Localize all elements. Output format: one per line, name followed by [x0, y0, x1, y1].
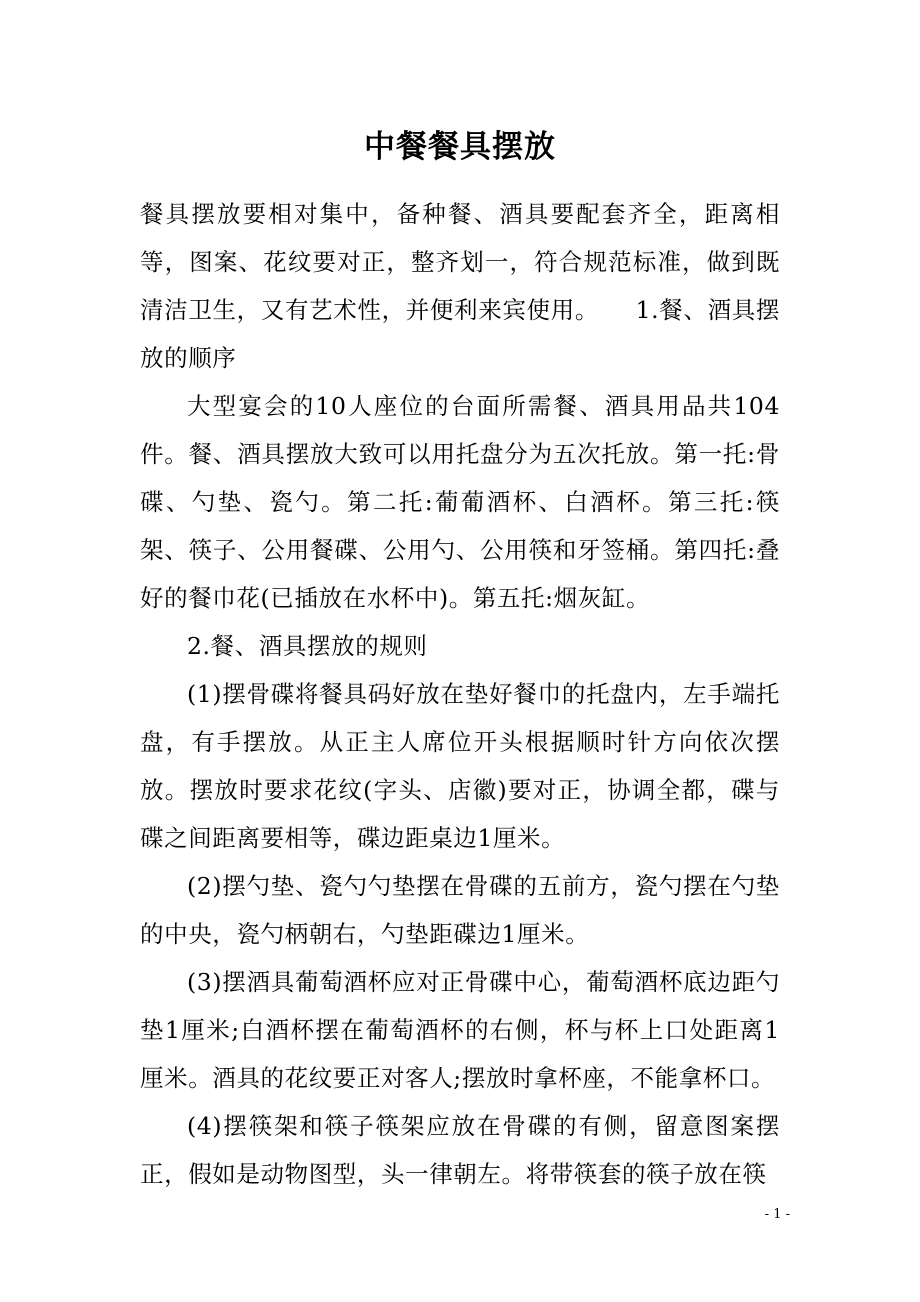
- page-number: - 1 -: [764, 1207, 790, 1222]
- paragraph-rule-3: (3)摆酒具葡萄酒杯应对正骨碟中心，葡萄酒杯底边距勺垫1厘米;白酒杯摆在葡萄酒杯的右侧，杯与杯上口处距离1厘米。酒具的花纹要正对客人;摆放时拿杯座，不能拿杯口。: [140, 968, 780, 1092]
- paragraph-rule-4: (4)摆筷架和筷子筷架应放在骨碟的有侧，留意图案摆正，假如是动物图型，头一律朝左。将带筷套的筷子放在筷: [140, 1112, 780, 1188]
- document-title: 中餐餐具摆放: [364, 129, 556, 165]
- paragraph-intro: 餐具摆放要相对集中，备种餐、酒具要配套齐全，距离相等，图案、花纹要对正，整齐划一，符合规范标准，做到既清洁卫生，又有艺术性，并便利来宾使用。 1.餐、酒具摆放的顺序: [140, 200, 780, 372]
- document-body: [140, 190, 780, 1198]
- paragraph-order: 大型宴会的10人座位的台面所需餐、酒具用品共104件。餐、酒具摆放大致可以用托盘分为五次托放。第一托:骨碟、勺垫、瓷勺。第二托:葡葡酒杯、白酒杯。第三托:筷架、筷子、公用餐碟、公用勺、公用筷和牙签桶。第四托:叠好的餐巾花(已插放在水杯中)。第五托:烟灰缸。: [140, 392, 780, 612]
- section-heading-rules: 2.餐、酒具摆放的规则: [187, 632, 428, 660]
- paragraph-rule-1: (1)摆骨碟将餐具码好放在垫好餐巾的托盘内，左手端托盘，有手摆放。从正主人席位开头根据顺时针方向依次摆放。摆放时要求花纹(字头、店徽)要对正，协调全都，碟与碟之间距离要相等，碟边距桌边1厘米。: [140, 680, 780, 852]
- paragraph-rule-2: (2)摆勺垫、瓷勺勺垫摆在骨碟的五前方，瓷勺摆在勺垫的中央，瓷勺柄朝右，勺垫距碟边1厘米。: [140, 872, 780, 948]
